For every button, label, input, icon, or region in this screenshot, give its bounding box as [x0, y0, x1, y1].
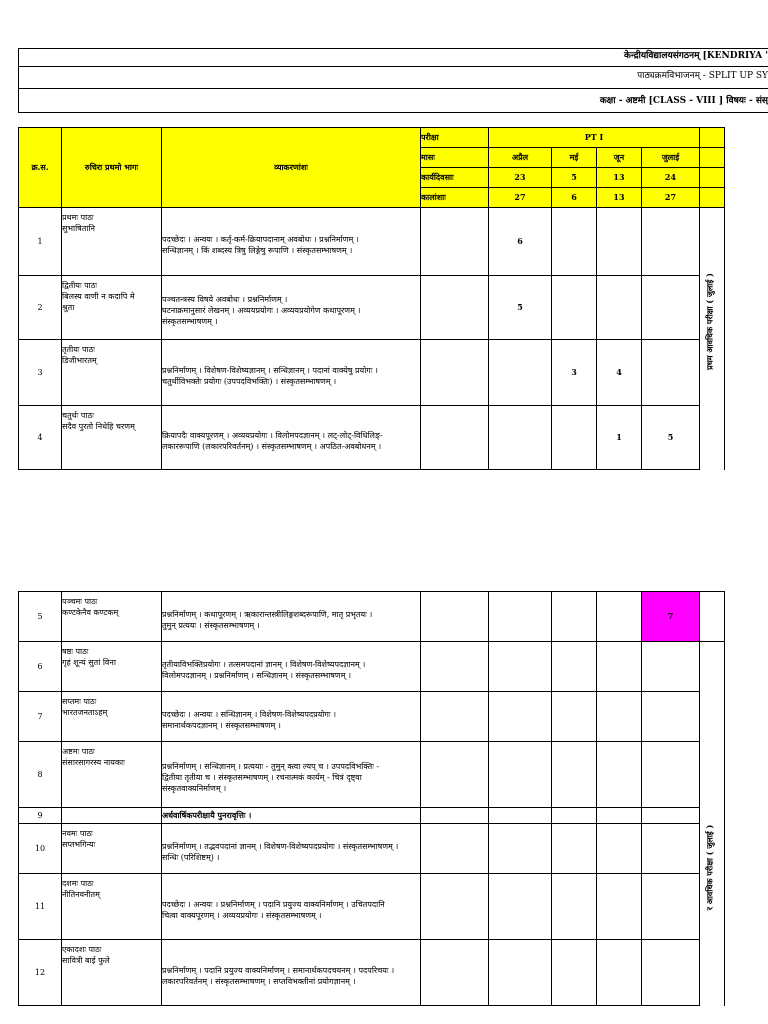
lesson-cell [62, 874, 162, 940]
row-number: 8 [19, 742, 62, 808]
periods-2: 6 [552, 188, 597, 208]
month-value-cell [597, 742, 642, 808]
month-value-cell [552, 592, 597, 642]
cell-line: प्रश्ननिर्माणम् । पदानि प्रयुज्य वाक्यनिर्माणम् । समानार्थकपदचयनम् । पदपरिचयः । [162, 965, 395, 975]
cell-line: तृतीयः पाठः [62, 345, 95, 354]
row-number: 11 [19, 874, 62, 940]
cell-line: अष्टमः पाठः [62, 747, 95, 756]
month-value-cell [597, 824, 642, 874]
workdays-3: 13 [597, 168, 642, 188]
month-value-cell [489, 742, 552, 808]
table-row [19, 276, 725, 340]
month-3: जून [597, 148, 642, 168]
month-value-cell [642, 824, 700, 874]
exam-value: PT I [489, 128, 700, 148]
cell-line: क्रियापदैः वाक्यपूरणम् । अव्ययप्रयोगः । विलोमपदज्ञानम् । लट्-लोट्-विधिलिङ्- [162, 430, 383, 440]
month-2: मई [552, 148, 597, 168]
grammar-cell [162, 742, 421, 808]
row-number: 7 [19, 692, 62, 742]
lesson-cell [62, 692, 162, 742]
exam-blank-cell [421, 406, 489, 470]
cell-line: श्रुता [62, 303, 75, 312]
cell-line: पदच्छेदः । अन्वयः । प्रश्ननिर्माणम् । पदानि प्रयुज्य वाक्यनिर्माणम् । उचितपदानि [162, 899, 385, 909]
cell-line: प्रश्ननिर्माणम् । कथापूरणम् । ऋकारान्तस्त्रीलिङ्गशब्दरूपाणि, मातृ प्रभृतयः । [162, 609, 373, 619]
cell-line: प्रथमः पाठः [62, 213, 94, 222]
cell-line: कण्टकेनैव कण्टकम् [62, 608, 119, 617]
exam-blank-cell [421, 592, 489, 642]
workdays-label: कार्यदिवसाः [421, 168, 489, 188]
lesson-cell [62, 340, 162, 406]
row-number: 10 [19, 824, 62, 874]
exam-label: परीक्षा [421, 128, 489, 148]
exam-blank-cell [421, 692, 489, 742]
syllabus-table-bottom [18, 591, 725, 1006]
doc-subtitle: पाठ्यक्रमविभाजनम् - SPLIT UP SY [637, 71, 768, 81]
month-value-cell [489, 824, 552, 874]
col-header-grammar: व्याकरणांशः [162, 128, 421, 208]
month-value-cell [489, 642, 552, 692]
cell-line: प्रश्ननिर्माणम् । तद्भवपदानां ज्ञानम् । विशेषण-विशेष्यपदप्रयोगः । संस्कृतसम्भाषणम् । [162, 841, 399, 851]
month-value-cell [597, 874, 642, 940]
lesson-cell [62, 208, 162, 276]
exam-blank-cell [421, 742, 489, 808]
cell-line: सन्धिज्ञानम् । किं शब्दस्य त्रिषु लिङ्गेषु रूपाणि । संस्कृतसम्भाषणम् । [162, 245, 353, 255]
cell-line: तुमुन् प्रत्ययः । संस्कृतसम्भाषणम् । [162, 620, 260, 630]
periods-1: 27 [489, 188, 552, 208]
lesson-cell [62, 276, 162, 340]
month-value-cell [552, 692, 597, 742]
month-value-cell [552, 824, 597, 874]
workdays-4: 24 [642, 168, 700, 188]
lesson-cell [62, 742, 162, 808]
header-rule-1 [18, 48, 768, 49]
table-row [19, 824, 725, 874]
cell-line: पञ्चमः पाठः [62, 597, 98, 606]
cell-line: एकादशः पाठः [62, 945, 102, 954]
cell-line: तृतीयाविभक्तिप्रयोगः । तत्समपदानां ज्ञानम् । विशेषण-विशेष्यपदज्ञानम् । [162, 659, 366, 669]
cell-line: बिलस्य वाणी न कदापि मे [62, 292, 135, 301]
grammar-cell [162, 276, 421, 340]
empty-cell [489, 808, 552, 824]
month-value-cell [642, 208, 700, 276]
empty-cell [421, 808, 489, 824]
lesson-cell [62, 642, 162, 692]
cell-line: द्वितीयः पाठः [62, 281, 97, 290]
month-value-cell [489, 592, 552, 642]
month-value-cell [489, 692, 552, 742]
org-title: केन्द्रीयविद्यालयसंगठनम् [KENDRIYA ' [624, 51, 768, 61]
cell-line: सप्तभगिन्यः [62, 840, 96, 849]
periods-3: 13 [597, 188, 642, 208]
table-row [19, 208, 725, 276]
cell-line: भारतजनताऽहम् [62, 708, 108, 717]
header-rule-2 [18, 66, 768, 67]
header-spacer [700, 168, 725, 188]
cell-line: लकाररूपाणि (लकारपरिवर्तनम्) । संस्कृतसम्भाषणम् । अपठित-अवबोधनम् । [162, 441, 382, 451]
month-value-cell [642, 642, 700, 692]
table-row [19, 406, 725, 470]
month-value-cell [489, 340, 552, 406]
workdays-1: 23 [489, 168, 552, 188]
cell-line: पदच्छेदः । अन्वयः । सन्धिज्ञानम् । विशेषण-विशेष्यपदप्रयोगः । [162, 709, 337, 719]
month-4: जुलाई [642, 148, 700, 168]
exam-blank-cell [421, 340, 489, 406]
month-value-cell: 3 [552, 340, 597, 406]
cell-line: विलोमपदज्ञानम् । प्रश्ननिर्माणम् । सन्धिज्ञानम् । संस्कृतसम्भाषणम् । [162, 670, 352, 680]
table-row [19, 592, 725, 642]
lesson-cell [62, 592, 162, 642]
side-label-cell [700, 208, 725, 470]
month-value-cell [597, 592, 642, 642]
month-value-cell [489, 874, 552, 940]
header-left-rule [18, 48, 19, 112]
month-value-cell [597, 940, 642, 1006]
col-header-sno: क्र.स. [19, 128, 62, 208]
month-value-cell [552, 742, 597, 808]
month-value-cell [489, 940, 552, 1006]
month-label: मासः [421, 148, 489, 168]
row-number: 9 [19, 808, 62, 824]
month-value-cell [597, 642, 642, 692]
side-exam-label: र आवधिक परीक्षा ( जुलाई ) [704, 824, 715, 911]
cell-line: समानार्थकपदज्ञानम् । संस्कृतसम्भाषणम् । [162, 720, 281, 730]
grammar-cell [162, 692, 421, 742]
month-value-cell: 6 [489, 208, 552, 276]
cell-line: सुभाषितानि [62, 224, 95, 233]
cell-line: नवमः पाठः [62, 829, 93, 838]
month-value-cell: 4 [597, 340, 642, 406]
month-value-cell [642, 276, 700, 340]
cell-line: नीतिनवनीतम् [62, 890, 100, 899]
grammar-cell [162, 592, 421, 642]
month-value-cell [597, 276, 642, 340]
month-value-cell: 5 [642, 406, 700, 470]
exam-blank-cell [421, 642, 489, 692]
month-value-cell: 1 [597, 406, 642, 470]
cell-line: पञ्चतन्त्रस्य विषये अवबोधः । प्रश्ननिर्माणम् । [162, 295, 288, 304]
month-value-cell [642, 340, 700, 406]
syllabus-table-top [18, 127, 725, 470]
revision-cell [62, 808, 162, 824]
month-value-cell [597, 208, 642, 276]
table-row [19, 642, 725, 692]
cell-line: पदच्छेदः । अन्वयः । कर्तृ-कर्म-क्रियापदानाम् अवबोधः । प्रश्ननिर्माणम् । [162, 234, 359, 244]
table-row [19, 692, 725, 742]
month-value-cell [642, 940, 700, 1006]
month-value-cell [552, 642, 597, 692]
cell-line: संस्कृतसम्भाषणम् । [162, 317, 218, 326]
table-row [19, 742, 725, 808]
cell-line: प्रश्ननिर्माणम् । विशेषण-विशेष्यज्ञानम् । सन्धिज्ञानम् । पदानां वाक्येषु प्रयोगः । [162, 365, 378, 375]
cell-line: संस्कृतवाक्यनिर्माणम् । [162, 784, 227, 793]
row-number: 2 [19, 276, 62, 340]
grammar-cell [162, 208, 421, 276]
month-value-cell: 5 [489, 276, 552, 340]
cell-line: घटनाक्रमानुसारं लेखनम् । अव्ययप्रयोगः । अव्ययप्रयोगेण कथापूरणम् । [162, 306, 361, 315]
header-rule-3 [18, 88, 768, 89]
header-rule-4 [18, 112, 768, 113]
exam-blank-cell [421, 276, 489, 340]
cell-line: लकारपरिवर्तनम् । संस्कृतसम्भाषणम् । सप्तविभक्तीनां प्रयोगज्ञानम् । [162, 976, 356, 986]
side-exam-label: प्रथम आवधिक परीक्षा ( जुलाई ) [704, 273, 715, 370]
cell-line: सावित्री बाई फुले [62, 956, 110, 965]
workdays-2: 5 [552, 168, 597, 188]
month-value-cell [552, 276, 597, 340]
month-value-cell [597, 692, 642, 742]
row-number: 5 [19, 592, 62, 642]
table-row [19, 940, 725, 1006]
cell-line: चित्वा वाक्यपूरणम् । अव्ययप्रयोगः । संस्कृतसम्भाषणम् । [162, 910, 322, 920]
cell-line: दशमः पाठः [62, 879, 94, 888]
grammar-cell [162, 406, 421, 470]
header-spacer [700, 188, 725, 208]
row-number: 12 [19, 940, 62, 1006]
cell-line: द्वितीया तृतीया च । संस्कृतसम्भाषणम् । रचनात्मकं कार्यम् - चित्रं दृष्ट्वा [162, 773, 362, 782]
grammar-cell [162, 340, 421, 406]
exam-blank-cell [421, 824, 489, 874]
grammar-cell [162, 642, 421, 692]
empty-cell [597, 808, 642, 824]
row-number: 3 [19, 340, 62, 406]
class-subject-title: कक्षा - अष्टमी [CLASS - VIII ] विषयः - संस् [599, 96, 768, 106]
table-row [19, 874, 725, 940]
month-value-cell [642, 692, 700, 742]
month-value-cell [489, 406, 552, 470]
cell-line: सदैव पुरतो निधेहि चरणम् [62, 422, 135, 431]
month-value-cell [552, 406, 597, 470]
month-value-cell [552, 940, 597, 1006]
row-number: 4 [19, 406, 62, 470]
periods-label: कालांशाः [421, 188, 489, 208]
exam-blank-cell [421, 874, 489, 940]
periods-4: 27 [642, 188, 700, 208]
cell-line: चतुर्थीविभक्तेः प्रयोगः (उपपदविभक्तिः) । संस्कृतसम्भाषणम् । [162, 376, 337, 386]
col-header-book: रुचिरा प्रथमो भागः [62, 128, 162, 208]
empty-cell [642, 808, 700, 824]
grammar-cell [162, 874, 421, 940]
header-spacer [700, 148, 725, 168]
month-value-cell [642, 874, 700, 940]
table-row [19, 340, 725, 406]
table-row [19, 808, 725, 824]
cell-line: गृहं शून्यं सुतां विना [62, 658, 116, 667]
cell-line: प्रश्ननिर्माणम् । सन्धिज्ञानम् । प्रत्ययाः - तुमुन् क्त्वा ल्यप् च । उपपदविभक्तिः - [162, 762, 380, 771]
month-value-cell [642, 742, 700, 808]
header-spacer [700, 128, 725, 148]
cell-line: षष्ठः पाठः [62, 647, 89, 656]
lesson-cell [62, 940, 162, 1006]
row-number: 6 [19, 642, 62, 692]
cell-line: सन्धिः (परिशिष्टम्) । [162, 852, 220, 862]
month-value-cell [552, 208, 597, 276]
exam-blank-cell [421, 208, 489, 276]
grammar-cell [162, 824, 421, 874]
exam-blank-cell [421, 940, 489, 1006]
empty-cell [552, 808, 597, 824]
month-value-cell: 7 [642, 592, 700, 642]
cell-line: सप्तमः पाठः [62, 697, 97, 706]
month-value-cell [552, 874, 597, 940]
grammar-cell [162, 940, 421, 1006]
lesson-cell [62, 406, 162, 470]
row-number: 1 [19, 208, 62, 276]
cell-line: संसारसागरस्य नायकाः [62, 758, 125, 767]
side-label-cell [700, 642, 725, 1006]
revision-text: अर्धवार्षिकपरीक्षायै पुनरावृत्तिः । [162, 808, 421, 824]
cell-line: डिजीभारतम् [62, 356, 97, 365]
month-1: अप्रैल [489, 148, 552, 168]
side-cell [700, 592, 725, 642]
lesson-cell [62, 824, 162, 874]
cell-line: चतुर्थः पाठः [62, 411, 94, 420]
